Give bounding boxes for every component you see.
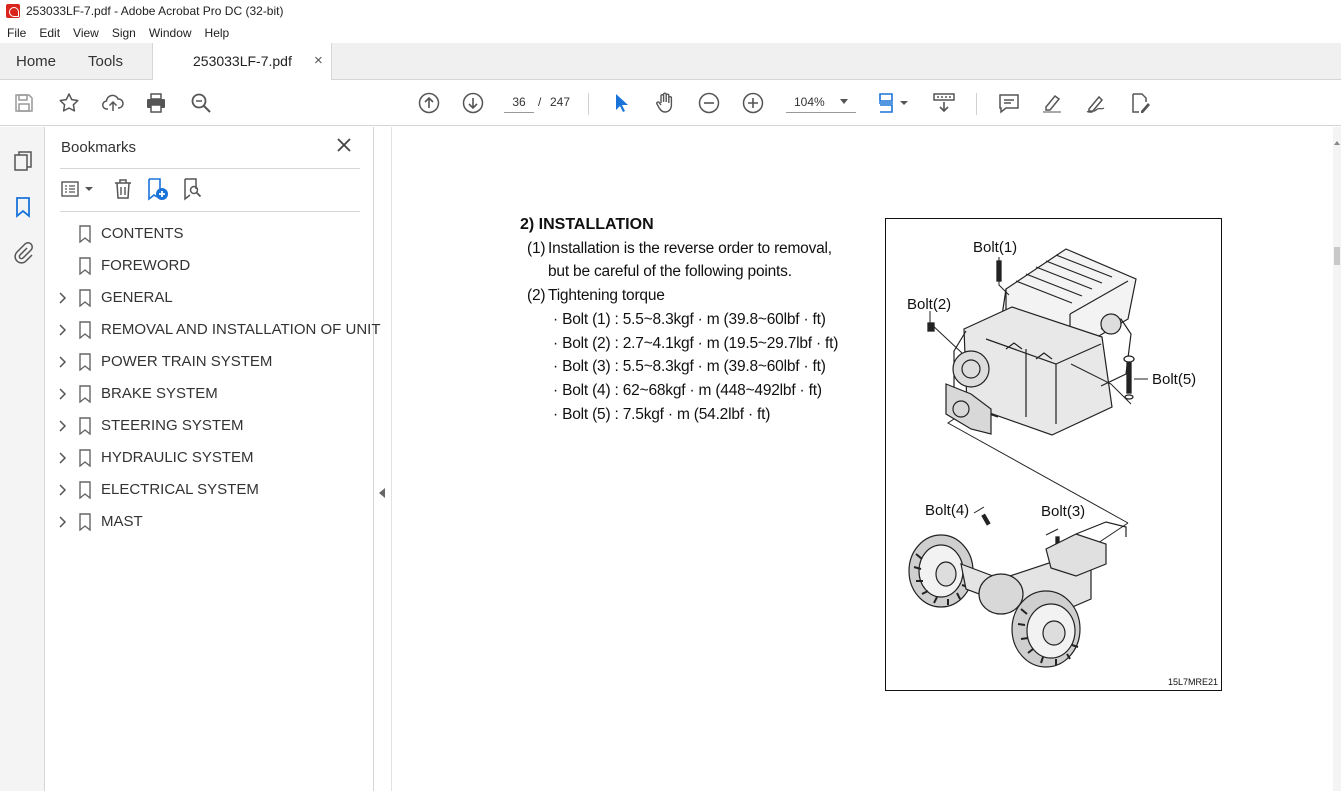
torque-line: · Bolt (3) : 5.5~8.3kgf · m (39.8~60lbf · ft) — [553, 358, 826, 375]
bookmarks-panel — [45, 127, 381, 791]
menu-file[interactable]: File — [7, 25, 27, 40]
figure-code: 15L7MRE21 — [1168, 677, 1219, 687]
find-bookmark-icon[interactable] — [180, 177, 204, 201]
bookmark-flag-icon — [78, 225, 92, 243]
figure-label-bolt4: Bolt(4) — [925, 502, 970, 519]
zoom-out-icon[interactable] — [697, 91, 721, 115]
bookmark-label: GENERAL — [101, 289, 173, 306]
select-arrow-icon[interactable] — [609, 91, 633, 115]
menu-bar — [0, 22, 1341, 43]
chevron-right-icon[interactable] — [58, 484, 68, 496]
star-icon[interactable] — [57, 91, 81, 115]
bookmark-label: BRAKE SYSTEM — [101, 385, 218, 402]
zoom-chevron-down-icon[interactable] — [840, 99, 848, 104]
toolbar-divider — [588, 93, 589, 115]
bookmark-item-brake[interactable] — [45, 378, 374, 410]
bookmark-label: STEERING SYSTEM — [101, 417, 244, 434]
page-separator: / — [538, 95, 542, 109]
tab-bar — [0, 43, 1341, 80]
bookmark-label: ELECTRICAL SYSTEM — [101, 481, 259, 498]
bookmark-item-foreword[interactable] — [45, 250, 374, 282]
torque-line: · Bolt (5) : 7.5kgf · m (54.2lbf · ft) — [553, 406, 771, 423]
bookmark-item-electrical[interactable] — [45, 474, 374, 506]
bookmark-item-hydraulic[interactable] — [45, 442, 374, 474]
bookmark-flag-icon — [78, 513, 92, 531]
bookmark-label: FOREWORD — [101, 257, 191, 274]
bookmark-label: HYDRAULIC SYSTEM — [101, 449, 254, 466]
menu-help[interactable]: Help — [204, 25, 230, 40]
chevron-right-icon[interactable] — [58, 420, 68, 432]
fit-page-icon[interactable] — [876, 91, 910, 115]
attachments-paperclip-icon[interactable] — [11, 241, 35, 265]
bookmark-flag-icon — [78, 449, 92, 467]
bookmark-item-power-train[interactable] — [45, 346, 374, 378]
highlight-icon[interactable] — [1040, 91, 1064, 115]
install-text-line1: Installation is the reverse order to removal, — [548, 240, 832, 257]
bookmark-flag-icon — [78, 417, 92, 435]
bookmark-item-contents[interactable] — [45, 218, 374, 250]
chevron-right-icon[interactable] — [58, 388, 68, 400]
item-number: (1) — [527, 240, 546, 257]
sign-icon[interactable] — [1084, 91, 1108, 115]
current-page-input[interactable]: 36 — [504, 91, 534, 113]
hand-icon[interactable] — [653, 91, 677, 115]
bookmark-item-general[interactable] — [45, 282, 374, 314]
new-bookmark-icon[interactable] — [145, 177, 169, 201]
bookmark-label: POWER TRAIN SYSTEM — [101, 353, 273, 370]
edit-icon[interactable] — [1128, 91, 1152, 115]
bookmark-item-steering[interactable] — [45, 410, 374, 442]
tab-home[interactable]: Home — [16, 53, 57, 70]
item-number: (2) — [527, 287, 546, 304]
tab-document[interactable] — [152, 43, 332, 80]
bookmark-options-icon[interactable] — [60, 177, 96, 201]
page-down-icon[interactable] — [461, 91, 485, 115]
menu-edit[interactable]: Edit — [39, 25, 61, 40]
bookmark-flag-icon — [78, 289, 92, 307]
comment-icon[interactable] — [997, 91, 1021, 115]
bookmark-item-mast[interactable] — [45, 506, 374, 538]
bookmark-list — [45, 218, 381, 538]
bookmark-label: CONTENTS — [101, 225, 184, 242]
engine-axle-drawing — [886, 219, 1223, 692]
save-icon[interactable] — [12, 91, 36, 115]
delete-bookmark-icon[interactable] — [111, 177, 135, 201]
chevron-right-icon[interactable] — [58, 292, 68, 304]
panel-divider — [60, 211, 360, 212]
upload-icon[interactable] — [101, 91, 125, 115]
tab-document-label: 253033LF-7.pdf — [193, 53, 292, 69]
figure-label-bolt2: Bolt(2) — [907, 296, 952, 313]
torque-line: · Bolt (1) : 5.5~8.3kgf · m (39.8~60lbf · ft) — [553, 311, 826, 328]
torque-line: · Bolt (4) : 62~68kgf · m (448~492lbf · ft) — [553, 382, 822, 399]
acrobat-logo-icon — [6, 4, 20, 18]
chevron-right-icon[interactable] — [58, 356, 68, 368]
vertical-scrollbar[interactable] — [1333, 127, 1341, 791]
toolbar-divider — [976, 93, 977, 115]
tab-tools[interactable]: Tools — [88, 53, 124, 70]
total-pages: 247 — [550, 95, 571, 109]
bookmark-flag-icon — [78, 385, 92, 403]
title-bar — [0, 0, 1341, 22]
torque-heading: Tightening torque — [548, 287, 665, 304]
chevron-right-icon[interactable] — [58, 516, 68, 528]
figure-label-bolt3: Bolt(3) — [1041, 503, 1086, 520]
find-icon[interactable] — [189, 91, 213, 115]
figure-label-bolt1: Bolt(1) — [973, 239, 1018, 256]
menu-view[interactable]: View — [73, 25, 99, 40]
print-icon[interactable] — [144, 91, 168, 115]
bookmark-flag-icon — [78, 481, 92, 499]
bookmark-item-removal-installation[interactable] — [45, 314, 381, 346]
install-text-line2: but be careful of the following points. — [548, 263, 792, 280]
collapse-panel-arrow-icon[interactable] — [379, 488, 385, 498]
window-title: 253033LF-7.pdf - Adobe Acrobat Pro DC (32-bit) — [26, 4, 284, 18]
chevron-right-icon[interactable] — [58, 452, 68, 464]
torque-line: · Bolt (2) : 2.7~4.1kgf · m (19.5~29.7lbf · ft) — [553, 335, 839, 352]
page-up-icon[interactable] — [417, 91, 441, 115]
tab-close-icon[interactable]: × — [314, 52, 323, 69]
zoom-level-select[interactable]: 104% — [786, 91, 856, 113]
zoom-in-icon[interactable] — [741, 91, 765, 115]
toolbar — [0, 80, 1341, 126]
bookmark-flag-icon — [78, 353, 92, 371]
bookmarks-panel-icon[interactable] — [11, 195, 35, 219]
chevron-right-icon[interactable] — [58, 324, 68, 336]
scroll-mode-icon[interactable] — [932, 91, 956, 115]
menu-window[interactable]: Window — [148, 25, 192, 40]
figure-label-bolt5: Bolt(5) — [1152, 371, 1197, 388]
bookmark-label: REMOVAL AND INSTALLATION OF UNIT — [101, 321, 381, 338]
bookmark-flag-icon — [78, 257, 92, 275]
scroll-up-icon[interactable] — [1334, 141, 1340, 145]
bookmark-label: MAST — [101, 513, 143, 530]
panel-close-icon[interactable] — [336, 137, 352, 153]
menu-sign[interactable]: Sign — [111, 25, 136, 40]
scrollbar-thumb[interactable] — [1334, 247, 1340, 265]
navigation-rail — [0, 127, 45, 791]
bookmarks-title: Bookmarks — [61, 139, 137, 156]
page-thumbnails-icon[interactable] — [11, 149, 35, 173]
installation-diagram — [885, 218, 1222, 691]
section-title: 2) INSTALLATION — [520, 216, 654, 233]
bookmark-flag-icon — [78, 321, 92, 339]
panel-divider — [60, 168, 360, 169]
